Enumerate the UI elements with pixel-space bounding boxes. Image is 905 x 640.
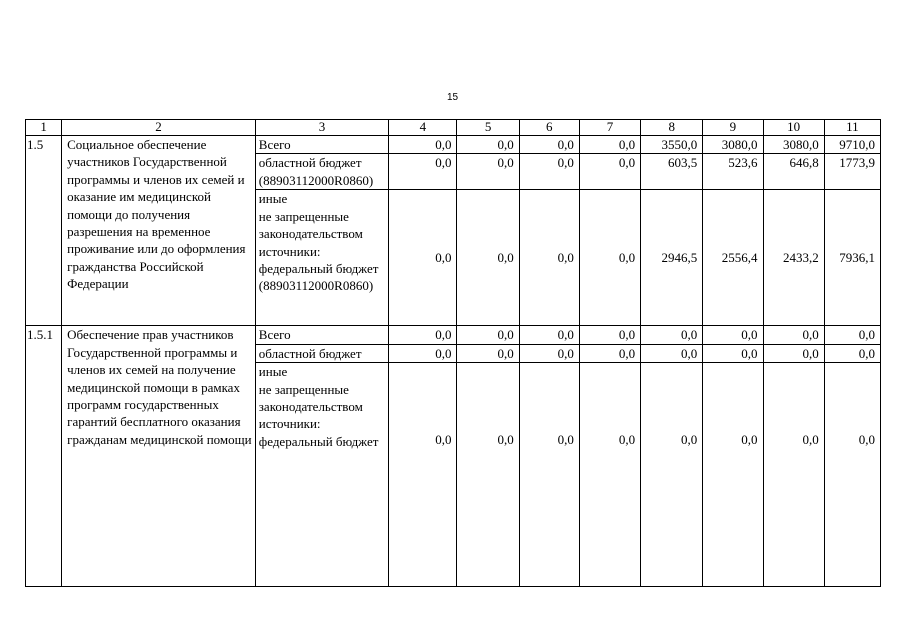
value-cell: 3550,0 [641,136,703,154]
value-cell: 0,0 [824,326,880,344]
value-cell: 0,0 [389,190,457,326]
value-cell: 0,0 [389,136,457,154]
value-cell: 0,0 [579,326,640,344]
value-cell: 0,0 [519,363,579,587]
value-cell: 0,0 [703,344,763,362]
funding-source: Всего [255,136,388,154]
value-cell: 0,0 [389,154,457,190]
value-cell: 0,0 [703,326,763,344]
value-cell: 3080,0 [703,136,763,154]
table-row [26,136,881,154]
value-cell: 0,0 [579,190,640,326]
value-cell: 0,0 [763,326,824,344]
funding-source: областной бюджет [255,344,388,362]
value-cell: 603,5 [641,154,703,190]
header-cell: 10 [763,120,824,136]
value-cell: 0,0 [457,136,519,154]
header-cell: 2 [62,120,256,136]
budget-table [25,119,881,587]
value-cell: 0,0 [457,344,519,362]
header-cell: 6 [519,120,579,136]
value-cell: 0,0 [457,326,519,344]
value-cell: 0,0 [519,154,579,190]
value-cell: 0,0 [389,363,457,587]
value-cell: 0,0 [703,363,763,587]
value-cell: 0,0 [519,326,579,344]
funding-source: областной бюджет (88903112000R0860) [255,154,388,190]
header-cell: 1 [26,120,62,136]
header-cell: 5 [457,120,519,136]
value-cell: 0,0 [519,344,579,362]
header-cell: 9 [703,120,763,136]
value-cell: 0,0 [763,363,824,587]
section-name: Социальное обеспечение участников Государственной программы и членов их семей и оказание им медицинской помощи до получения разрешения на временное проживание или до оформления гражданства Российской Федерации [62,136,256,326]
value-cell: 0,0 [641,363,703,587]
table-row [26,326,881,344]
value-cell: 0,0 [579,136,640,154]
value-cell: 523,6 [703,154,763,190]
value-cell: 0,0 [763,344,824,362]
header-cell: 11 [824,120,880,136]
funding-source: иные не запрещенные законодательством источники: федеральный бюджет (88903112000R0860) [255,190,388,326]
value-cell: 0,0 [824,344,880,362]
value-cell: 9710,0 [824,136,880,154]
value-cell: 3080,0 [763,136,824,154]
value-cell: 0,0 [389,326,457,344]
value-cell: 646,8 [763,154,824,190]
value-cell: 2556,4 [703,190,763,326]
value-cell: 0,0 [389,344,457,362]
value-cell: 0,0 [457,363,519,587]
value-cell: 0,0 [641,344,703,362]
value-cell: 0,0 [519,190,579,326]
value-cell: 0,0 [457,154,519,190]
value-cell: 2433,2 [763,190,824,326]
header-cell: 7 [579,120,640,136]
section-code: 1.5.1 [26,326,62,587]
funding-source: иные не запрещенные законодательством источники: федеральный бюджет [255,363,388,587]
funding-source: Всего [255,326,388,344]
value-cell: 0,0 [824,363,880,587]
value-cell: 2946,5 [641,190,703,326]
section-name: Обеспечение прав участников Государственной программы и членов их семей на получение медицинской помощи в рамках программ государственных гарантий бесплатного оказания гражданам медицинской помощи [62,326,256,587]
value-cell: 0,0 [579,363,640,587]
value-cell: 0,0 [579,154,640,190]
header-cell: 8 [641,120,703,136]
value-cell: 0,0 [457,190,519,326]
header-cell: 3 [255,120,388,136]
header-cell: 4 [389,120,457,136]
section-code: 1.5 [26,136,62,326]
value-cell: 0,0 [519,136,579,154]
page-number: 15 [446,92,459,103]
value-cell: 1773,9 [824,154,880,190]
value-cell: 0,0 [579,344,640,362]
value-cell: 0,0 [641,326,703,344]
header-row [26,120,881,136]
value-cell: 7936,1 [824,190,880,326]
